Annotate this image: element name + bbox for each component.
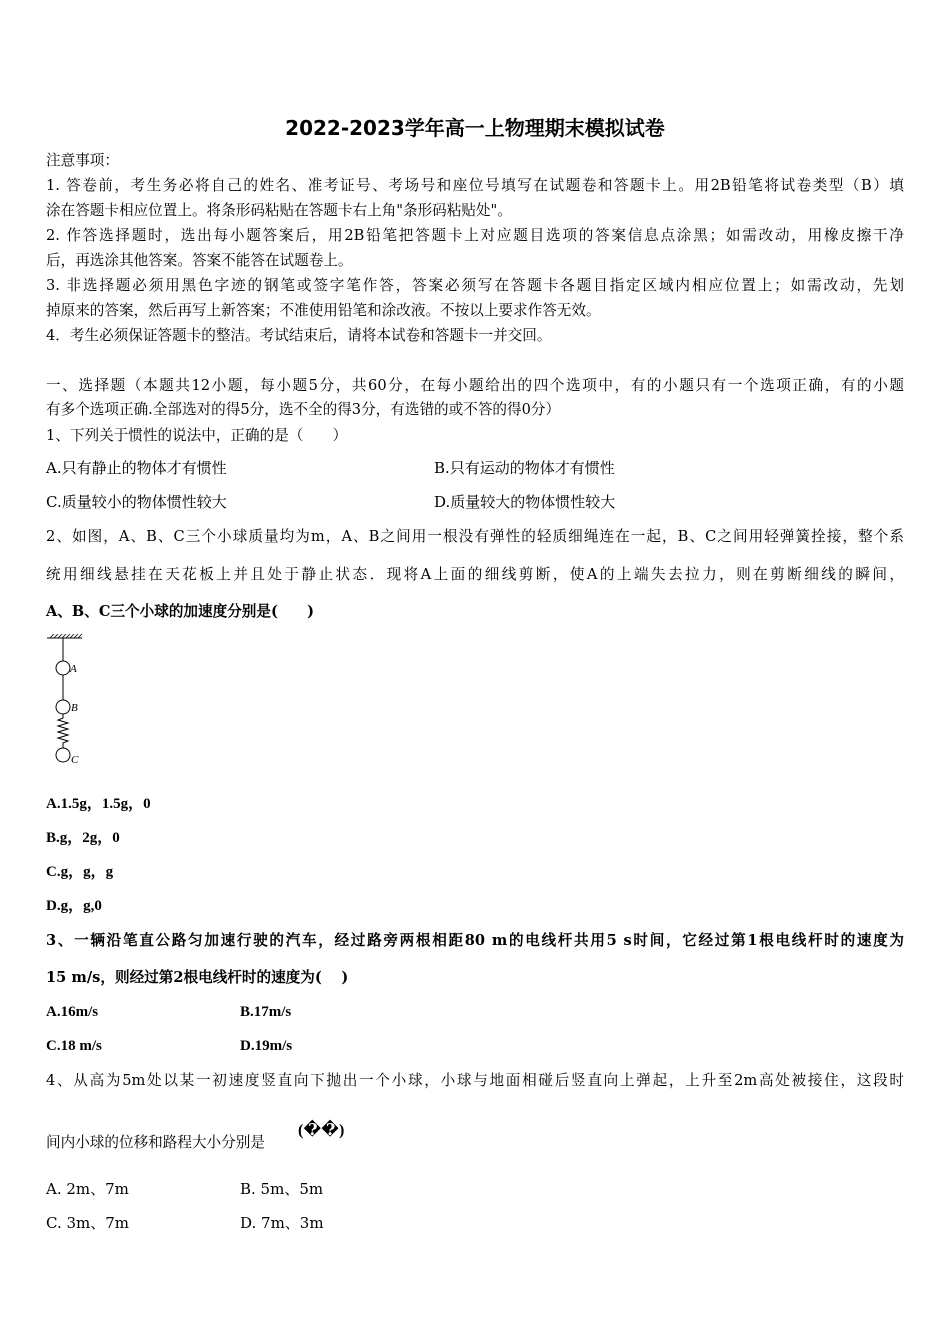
page-title: 2022-2023学年高一上物理期末模拟试卷 bbox=[285, 116, 665, 140]
question-2-stem: 统用细线悬挂在天花板上并且处于静止状态．现将A上面的细线剪断，使A的上端失去拉力，则在剪断细线的瞬间， bbox=[46, 566, 904, 583]
section-instruction: 有多个选项正确.全部选对的得5分，选不全的得3分，有选错的或不答的得0分） bbox=[46, 401, 561, 418]
question-3-stem: 3、一辆沿笔直公路匀加速行驶的汽车，经过路旁两根相距80 m的电线杆共用5 s时间，它经过第1根电线杆时的速度为 bbox=[46, 932, 904, 949]
question-4-stem: 间内小球的位移和路程大小分别是 bbox=[46, 1134, 265, 1151]
question-3-stem: 15 m/s，则经过第2根电线杆时的速度为( ) bbox=[46, 969, 349, 986]
question-1-stem: 1、下列关于惯性的说法中，正确的是（ ） bbox=[46, 427, 348, 444]
figure-label-a: A bbox=[70, 663, 77, 675]
q3-option-a: A.16m/s bbox=[46, 1004, 99, 1020]
q1-option-b: B.只有运动的物体才有惯性 bbox=[434, 459, 615, 477]
q4-option-c: C. 3m、7m bbox=[46, 1214, 130, 1232]
q3-option-c: C.18 m/s bbox=[46, 1038, 102, 1054]
q4-option-a: A. 2m、7m bbox=[46, 1180, 129, 1198]
notice-line: 后，再选涂其他答案。答案不能答在试题卷上。 bbox=[46, 252, 353, 269]
notice-line: 涂在答题卡相应位置上。将条形码粘贴在答题卡右上角"条形码粘贴处"。 bbox=[46, 202, 512, 219]
ball-spring-figure bbox=[44, 634, 104, 768]
q2-option-b: B.g，2g，0 bbox=[46, 830, 120, 846]
section-instruction: 一、选择题（本题共12小题，每小题5分，共60分，在每小题给出的四个选项中，有的小题只有一个选项正确，有的小题 bbox=[46, 377, 904, 394]
notice-line: 1. 答卷前，考生务必将自己的姓名、准考证号、考场号和座位号填写在试题卷和答题卡上。用2B铅笔将试卷类型（B）填 bbox=[46, 177, 904, 194]
notice-line: 3. 非选择题必须用黑色字迹的钢笔或签字笔作答，答案必须写在答题卡各题目指定区域内相应位置上；如需改动，先划 bbox=[46, 277, 904, 294]
notice-line: 掉原来的答案，然后再写上新答案；不准使用铅笔和涂改液。不按以上要求作答无效。 bbox=[46, 302, 601, 319]
question-4-stem: 4、从高为5m处以某一初速度竖直向下抛出一个小球，小球与地面相碰后竖直向上弹起，上升至2m高处被接住，这段时 bbox=[46, 1072, 904, 1089]
question-2-stem: A、B、C三个小球的加速度分别是( ) bbox=[46, 603, 314, 620]
q2-option-c: C.g，g，g bbox=[46, 864, 114, 880]
notice-heading: 注意事项： bbox=[46, 152, 119, 169]
figure-label-c: C bbox=[71, 754, 79, 766]
notice-line: 4．考生必须保证答题卡的整洁。考试结束后，请将本试卷和答题卡一并交回。 bbox=[46, 327, 552, 344]
q1-option-c: C.质量较小的物体惯性较大 bbox=[46, 493, 227, 511]
notice-line: 2. 作答选择题时，选出每小题答案后，用2B铅笔把答题卡上对应题目选项的答案信息点涂黑；如需改动，用橡皮擦干净 bbox=[46, 227, 904, 244]
q2-option-a: A.1.5g，1.5g，0 bbox=[46, 796, 151, 812]
question-2-stem: 2、如图，A、B、C三个小球质量均为m，A、B之间用一根没有弹性的轻质细绳连在一起，B、C之间用轻弹簧拴接，整个系 bbox=[46, 528, 904, 545]
q4-option-d: D. 7m、3m bbox=[240, 1214, 324, 1232]
question-4-paren: (��) bbox=[298, 1122, 345, 1139]
q3-option-b: B.17m/s bbox=[240, 1004, 292, 1020]
q3-option-d: D.19m/s bbox=[240, 1038, 293, 1054]
q1-option-a: A.只有静止的物体才有惯性 bbox=[46, 459, 227, 477]
q2-option-d: D.g，g,0 bbox=[46, 898, 102, 914]
figure-label-b: B bbox=[71, 702, 78, 714]
q4-option-b: B. 5m、5m bbox=[240, 1180, 324, 1198]
q1-option-d: D.质量较大的物体惯性较大 bbox=[434, 493, 616, 511]
